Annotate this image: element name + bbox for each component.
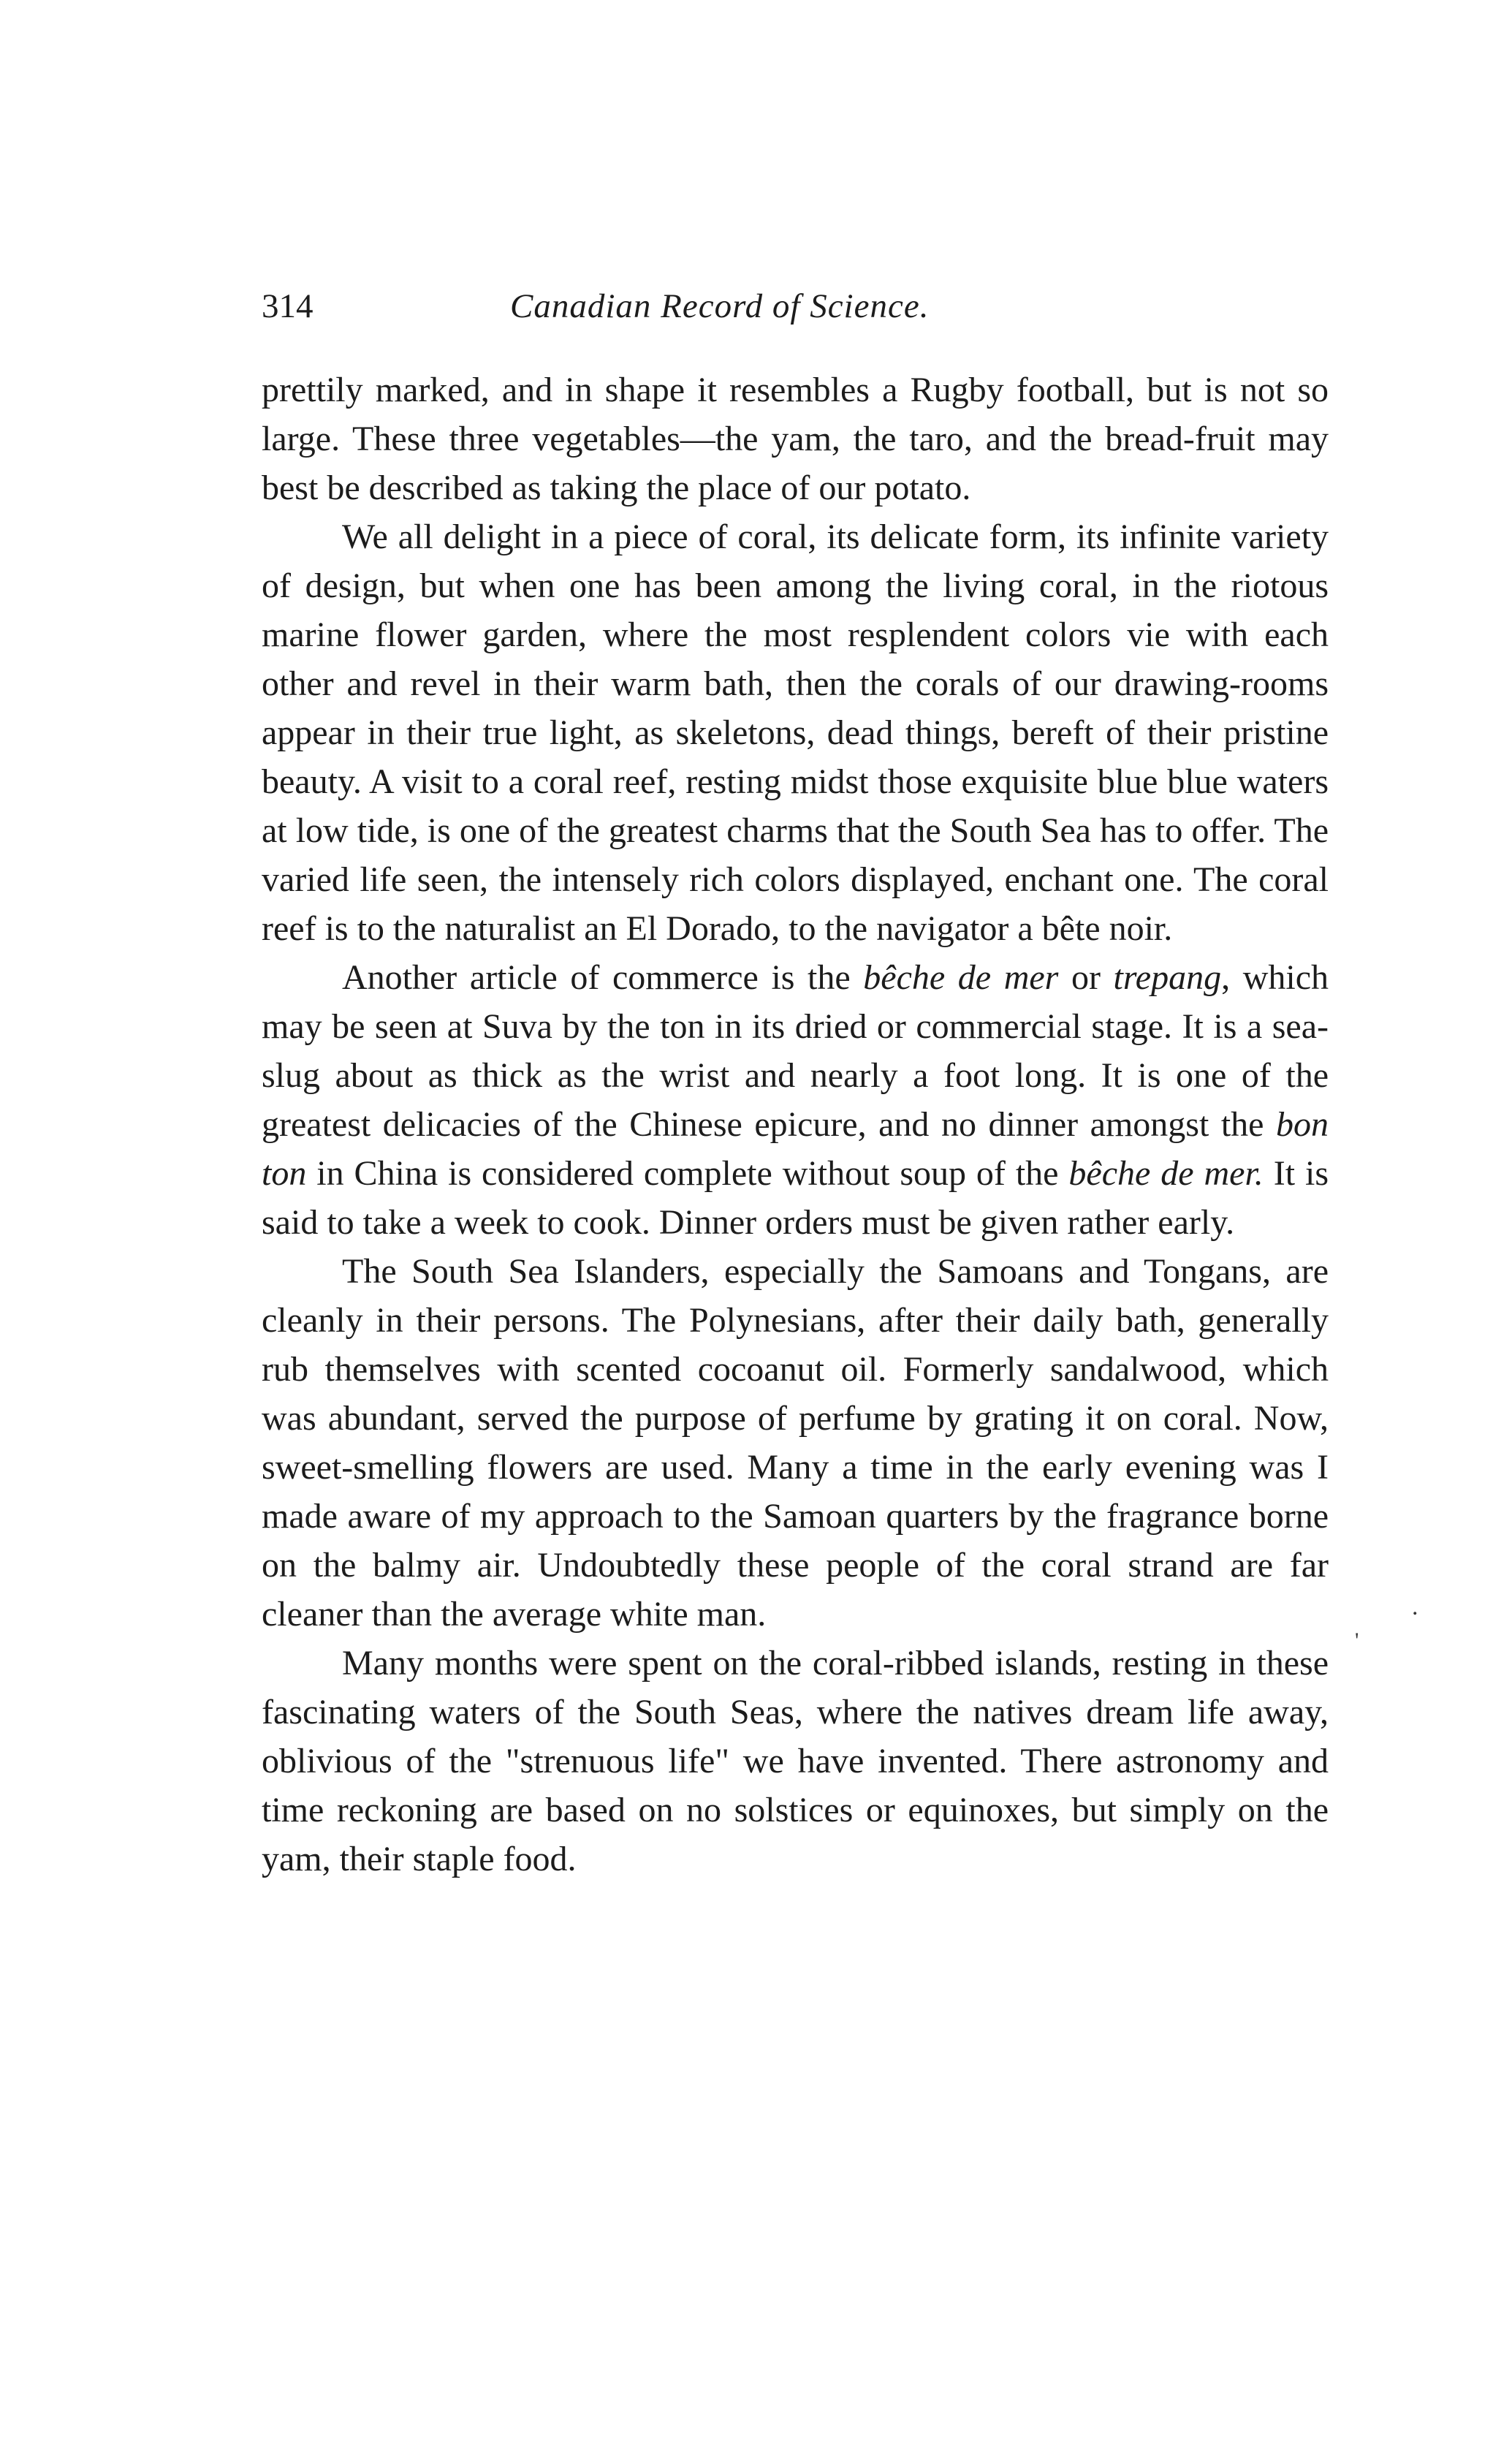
text-run: It is said to take a week to cook. Dinner orders must be given rather early.	[262, 1154, 1329, 1242]
margin-mark: .	[1412, 1593, 1418, 1620]
page-number: 314	[262, 287, 314, 325]
italic-term: bêche de mer	[863, 958, 1059, 997]
running-head	[262, 287, 1314, 345]
text-run: in China is considered complete without soup of the	[306, 1154, 1069, 1193]
text-run: Another article of commerce is the	[342, 958, 864, 997]
italic-term: trepang	[1113, 958, 1222, 997]
paragraph-months: Many months were spent on the coral-ribbed islands, resting in these fascinating waters of the South Seas, where the natives dream life away, oblivious of the "strenuous life" we have invented. There astronomy and time reckoning are based on no solstices or equinoxes, but simply on the yam, their staple food.	[262, 1644, 1329, 1878]
paragraph-beche-de-mer	[262, 953, 1329, 1247]
text-run: , which may be seen at Suva by the ton in its dried or commercial stage. It is a sea-slug about as thick as the wrist and nearly a foot long. It is one of the greatest delicacies of the Chinese epicure, and no dinner amongst the	[262, 958, 1329, 1144]
italic-term: bon ton	[262, 1105, 1329, 1193]
paragraph-islanders: The South Sea Islanders, especially the Samoans and Tongans, are cleanly in their persons. The Polynesians, after their daily bath, generally rub themselves with scented cocoanut oil. Formerly sandalwood, which was abundant, served the purpose of perfume by grating it on coral. Now, sweet-smelling flowers are used. Many a time in the early evening was I made aware of my approach to the Samoan quarters by the fragrance borne on the balmy air. Undoubtedly these people of the coral strand are far cleaner than the average white man.	[262, 1252, 1329, 1634]
paragraph-coral: We all delight in a piece of coral, its delicate form, its infinite variety of design, but when one has been among the living coral, in the riotous marine flower garden, where the most resplendent colors vie with each other and revel in their warm bath, then the corals of our drawing-rooms appear in their true light, as skeletons, dead things, bereft of their pristine beauty. A visit to a coral reef, resting midst those exquisite blue blue waters at low tide, is one of the greatest charms that the South Sea has to offer. The varied life seen, the intensely rich colors displayed, enchant one. The coral reef is to the naturalist an El Dorado, to the navigator a bête noir.	[262, 517, 1329, 948]
italic-term: bêche de mer.	[1068, 1154, 1264, 1193]
paragraph-continued: prettily marked, and in shape it resembles a Rugby football, but is not so large. These three vegetables—the yam, the taro, and the bread-fruit may best be described as taking the place of our potato.	[262, 371, 1329, 507]
body-text	[262, 365, 1329, 1884]
running-title: Canadian Record of Science.	[510, 287, 930, 325]
text-run: or	[1058, 958, 1114, 997]
margin-mark: '	[1355, 1628, 1359, 1653]
